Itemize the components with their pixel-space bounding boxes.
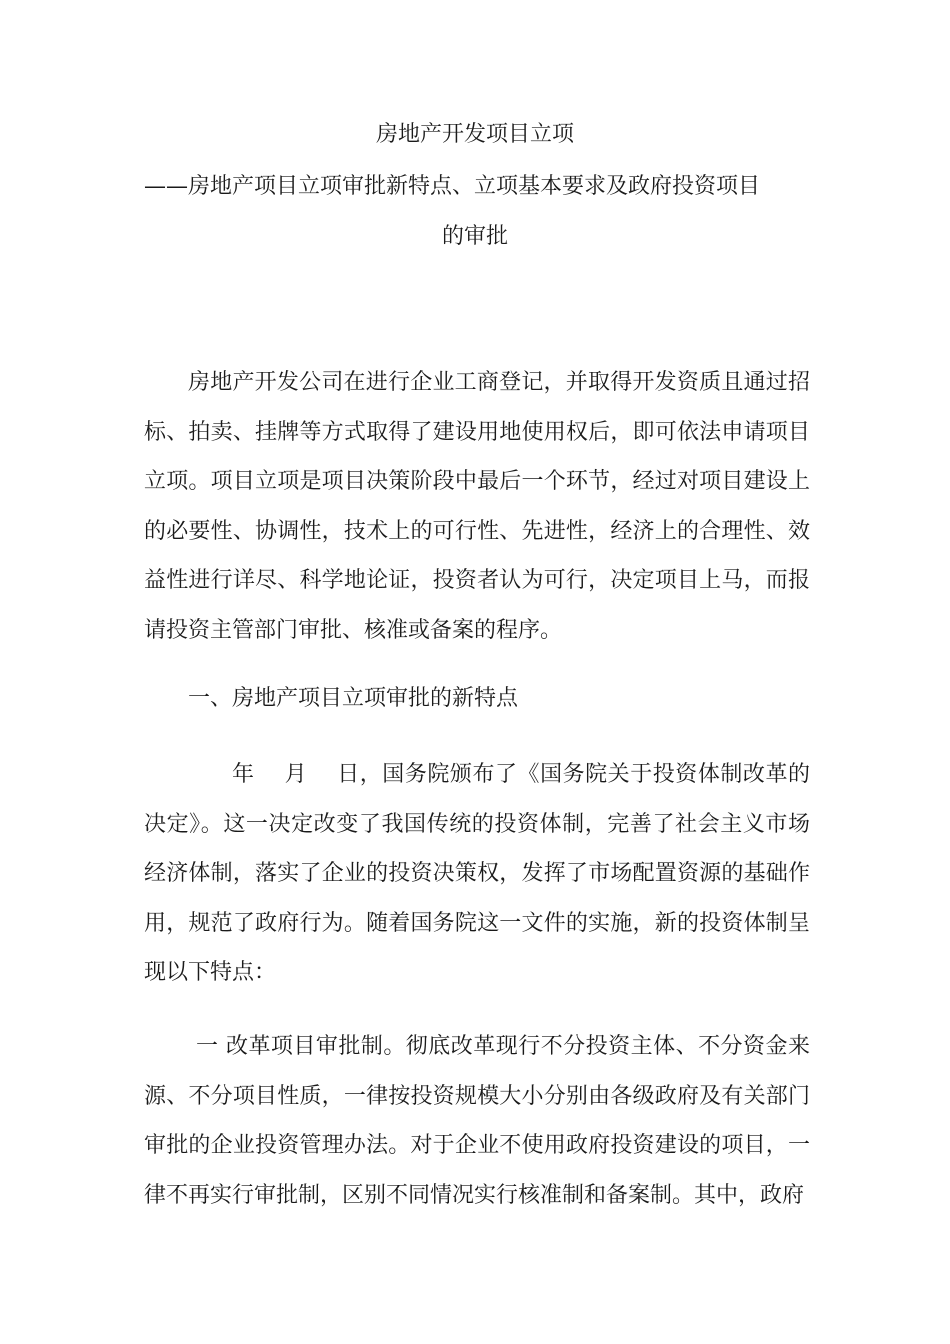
body-paragraph-reform: 一 改革项目审批制。彻底改革现行不分投资主体、不分资金来源、不分项目性质，一律按投资规模大小分别由各级政府及有关部门审批的企业投资管理办法。对于企业不使用政府投资建设的项目，一律不再实行审批制，区别不同情况实行核准制和备案制。其中，政府: [144, 1034, 810, 1208]
document-subtitle-line1: ——房地产项目立项审批新特点、立项基本要求及政府投资项目: [144, 174, 761, 199]
body-paragraph-intro: 房地产开发公司在进行企业工商登记，并取得开发资质且通过招标、拍卖、挂牌等方式取得了建设用地使用权后，即可依法申请项目立项。项目立项是项目决策阶段中最后一个环节，经过对项目建设上的必要性、协调性，技术上的可行性、先进性，经济上的合理性、效益性进行详尽、科学地论证，投资者认为可行，决定项目上马，而报请投资主管部门审批、核准或备案的程序。: [144, 370, 810, 643]
section-heading: 一、房地产项目立项审批的新特点: [188, 686, 519, 711]
document-subtitle-line2: 的审批: [441, 224, 508, 249]
document-title: 房地产开发项目立项: [375, 122, 574, 147]
body-paragraph-decision: 年 月 日，国务院颁布了《国务院关于投资体制改革的决定》。这一决定改变了我国传统的投资体制，完善了社会主义市场经济体制，落实了企业的投资决策权，发挥了市场配置资源的基础作用，规范了政府行为。随着国务院这一文件的实施，新的投资体制呈现以下特点：: [144, 762, 810, 986]
